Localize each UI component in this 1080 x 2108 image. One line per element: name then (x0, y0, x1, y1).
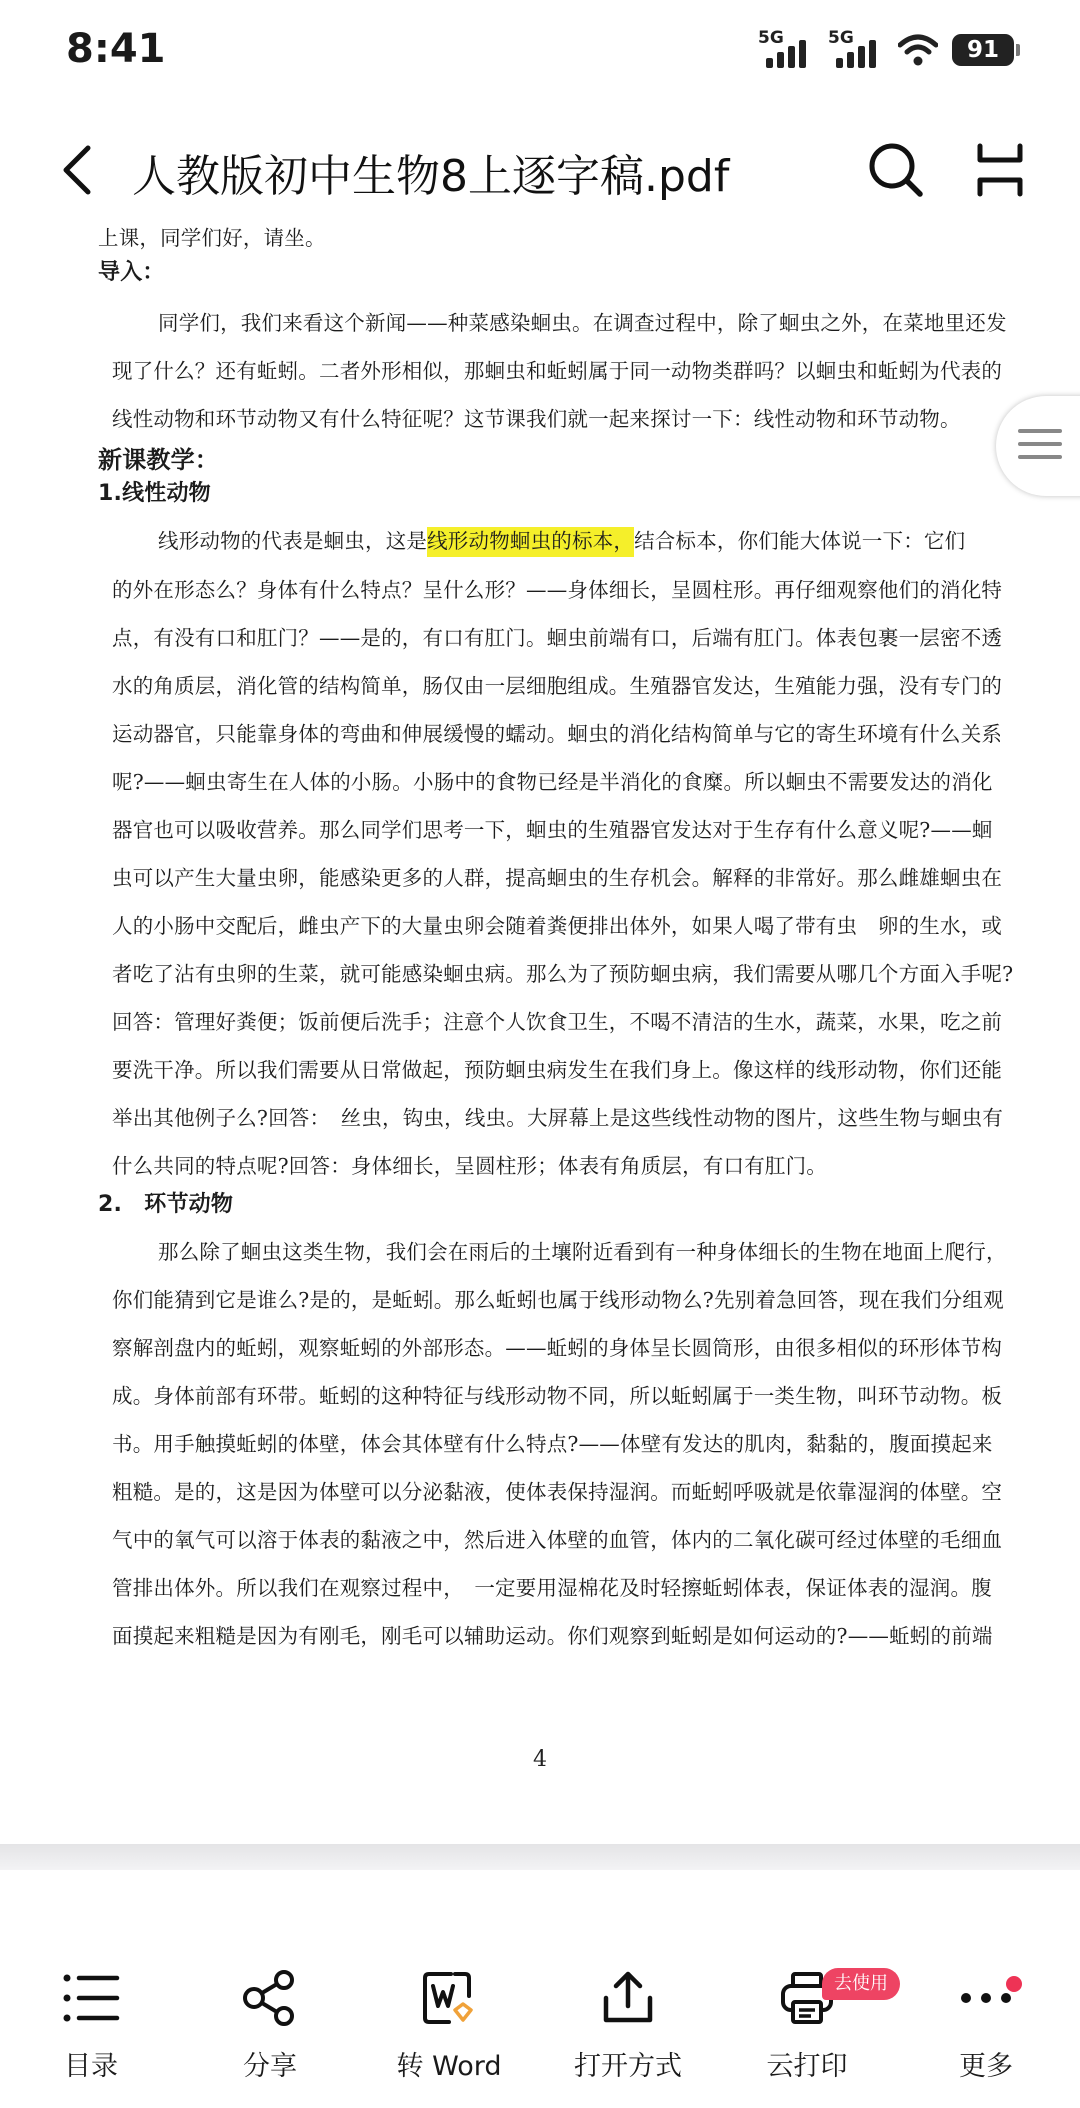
text-line: 什么共同的特点呢?回答：身体细长，呈圆柱形；体表有角质层，有口有肛门。 (112, 1154, 827, 1178)
text-line: 人的小肠中交配后，雌虫产下的大量虫卵会随着粪便排出体外，如果人喝了带有虫 卵的生水，或 (112, 914, 1003, 938)
text-line: 上课，同学们好，请坐。 (98, 226, 326, 250)
toolbar-label: 转 Word (396, 2051, 502, 2082)
toolbar-item-convert-word[interactable] (374, 1970, 524, 2090)
text-line: 的外在形态么？身体有什么特点？呈什么形？——身体细长，呈圆柱形。再仔细观察他们的消化特 (112, 578, 1003, 602)
text-line: 那么除了蛔虫这类生物，我们会在雨后的土壤附近看到有一种身体细长的生物在地面上爬行， (158, 1240, 1007, 1264)
notification-dot (1006, 1976, 1022, 1992)
wifi-icon (898, 33, 938, 67)
text-line: 要洗干净。所以我们需要从日常做起，预防蛔虫病发生在我们身上。像这样的线形动物，你们还能 (112, 1058, 1003, 1082)
text-line: 察解剖盘内的蚯蚓，观察蚯蚓的外部形态。——蚯蚓的身体呈长圆筒形，由很多相似的环形体节构 (112, 1336, 1003, 1360)
toolbar-label: 云打印 (766, 2051, 848, 2082)
cellular-signal-icon: 5G (758, 30, 814, 70)
status-bar (0, 0, 1080, 100)
bottom-toolbar (0, 1870, 1080, 2108)
text-line: 者吃了沾有虫卵的生菜，就可能感染蛔虫病。那么为了预防蛔虫病，我们需要从哪几个方面入手呢? (112, 962, 1014, 986)
text-line: 你们能猜到它是谁么?是的，是蚯蚓。那么蚯蚓也属于线形动物么?先别着急回答，现在我们分组观 (112, 1288, 1004, 1312)
text-line: 回答：管理好粪便；饭前便后洗手；注意个人饮食卫生，不喝不清洁的生水，蔬菜，水果，吃之前 (112, 1010, 1003, 1034)
text-line: 器官也可以吸收营养。那么同学们思考一下，蛔虫的生殖器官发达对于生存有什么意义呢?——蛔 (112, 818, 993, 842)
text-line: 线性动物和环节动物又有什么特征呢？这节课我们就一起来探讨一下：线性动物和环节动物。 (112, 407, 961, 431)
text-line: 书。用手触摸蚯蚓的体壁，体会其体壁有什么特点?——体壁有发达的肌肉，黏黏的，腹面摸起来 (112, 1432, 993, 1456)
text-line: 同学们，我们来看这个新闻——种菜感染蛔虫。在调查过程中，除了蛔虫之外，在菜地里还发 (158, 311, 1007, 335)
list-icon (61, 1970, 121, 2026)
text-line: 举出其他例子么?回答： 丝虫，钩虫，线虫。大屏幕上是这些线性动物的图片，这些生物与蛔虫有 (112, 1106, 1004, 1130)
text-line: 呢?——蛔虫寄生在人体的小肠。小肠中的食物已经是半消化的食糜。所以蛔虫不需要发达的消化 (112, 770, 993, 794)
toolbar-label: 更多 (959, 2051, 1013, 2082)
toolbar-label: 目录 (64, 2051, 118, 2082)
section-heading: 2. 环节动物 (98, 1192, 234, 1217)
text-line: 气中的氧气可以溶于体表的黏液之中，然后进入体壁的血管，体内的二氧化碳可经过体壁的毛细血 (112, 1528, 1003, 1552)
text-line: 点，有没有口和肛门？——是的，有口有肛门。蛔虫前端有口，后端有肛门。体表包裹一层密不透 (112, 626, 1003, 650)
cellular-signal-icon-2: 5G (828, 30, 884, 70)
text-line (158, 524, 965, 554)
text-line: 粗糙。是的，这是因为体壁可以分泌黏液，使体表保持湿润。而蚯蚓呼吸就是依靠湿润的体壁。空 (112, 1480, 1003, 1504)
word-convert-icon (419, 1970, 479, 2026)
text-line: 虫可以产生大量虫卵，能感染更多的人群，提高蛔虫的生存机会。解释的非常好。那么雌雄蛔虫在 (112, 866, 1003, 890)
text-line: 现了什么？还有蚯蚓。二者外形相似，那蛔虫和蚯蚓属于同一动物类群吗？以蛔虫和蚯蚓为代表的 (112, 359, 1003, 383)
pdf-page[interactable] (0, 212, 1080, 1842)
text-line: 面摸起来粗糙是因为有刚毛，刚毛可以辅助运动。你们观察到蚯蚓是如何运动的?——蚯蚓的前端 (112, 1624, 993, 1648)
highlighted-text[interactable]: 线形动物蛔虫的标本， (427, 527, 634, 557)
text-line: 管排出体外。所以我们在观察过程中， 一定要用湿棉花及时轻擦蚯蚓体表，保证体表的湿润。腹 (112, 1576, 992, 1600)
open-with-icon (598, 1970, 658, 2026)
toolbar-item-open-with[interactable] (553, 1970, 703, 2090)
toolbar-label: 分享 (243, 2051, 297, 2082)
text-segment: 结合标本，你们能大体说一下：它们 (634, 529, 966, 553)
title-bar (0, 120, 1080, 220)
search-icon[interactable] (866, 140, 926, 200)
back-arrow-icon[interactable] (54, 142, 102, 198)
page-number: 4 (533, 1747, 547, 1772)
section-heading: 新课教学： (98, 446, 219, 474)
text-line: 成。身体前部有环带。蚯蚓的这种特征与线形动物不同，所以蚯蚓属于一类生物，叫环节动物。板 (112, 1384, 1003, 1408)
text-line: 水的角质层，消化管的结构简单，肠仅由一层细胞组成。生殖器官发达，生殖能力强，没有专门的 (112, 674, 1003, 698)
share-icon (240, 1970, 300, 2026)
document-title: 人教版初中生物8上逐字稿.pdf (132, 151, 730, 202)
status-time: 8:41 (66, 26, 166, 72)
toolbar-item-contents[interactable] (16, 1970, 166, 2090)
section-heading: 1.线性动物 (98, 481, 211, 506)
fullscreen-icon[interactable] (972, 140, 1028, 200)
menu-icon (1018, 426, 1062, 462)
text-line: 运动器官，只能靠身体的弯曲和伸展缓慢的蠕动。蛔虫的消化结构简单与它的寄生环境有什么关系 (112, 722, 1003, 746)
text-segment: 线形动物的代表是蛔虫，这是 (158, 529, 428, 553)
toolbar-label: 打开方式 (574, 2051, 682, 2082)
section-heading: 导入： (98, 260, 165, 285)
battery-icon: 91 (952, 34, 1014, 66)
toolbar-item-share[interactable] (195, 1970, 345, 2090)
status-icons (758, 30, 1014, 70)
promo-badge[interactable]: 去使用 (822, 1968, 900, 2000)
toolbar-item-more[interactable] (911, 1970, 1061, 2090)
page-separator (0, 1844, 1080, 1870)
